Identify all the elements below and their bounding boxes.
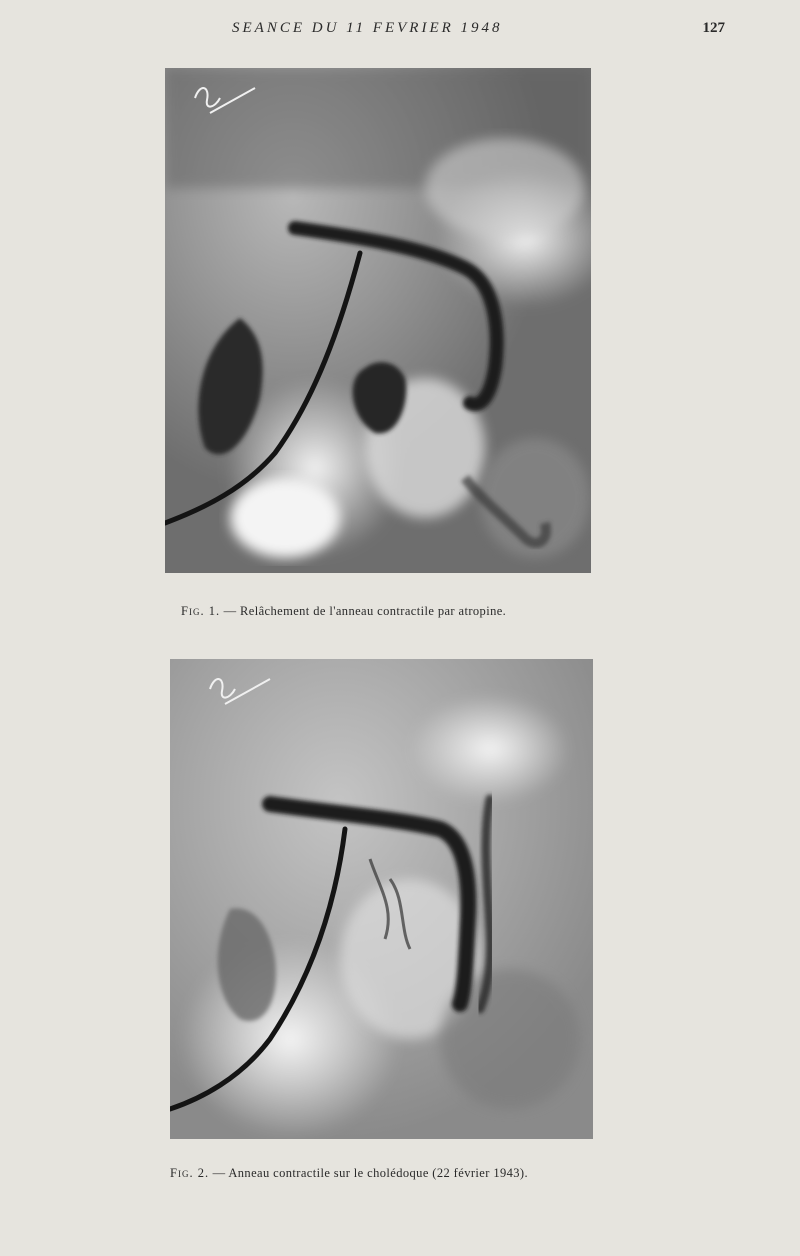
figure-1-xray-image [165,68,591,573]
figure-1-caption [181,604,506,619]
figure-2-xray-drawing [170,659,593,1139]
running-title: SEANCE DU 11 FEVRIER 1948 [232,20,503,36]
page-number: 127 [702,20,725,36]
page-header [0,20,800,42]
figure-1-xray-drawing [165,68,591,573]
figure-2-caption-text: — Anneau contractile sur le cholédoque (22 février 1943). [209,1166,529,1180]
figure-1-label: Fig. 1. [181,604,221,618]
figure-2-caption [170,1166,528,1181]
figure-1-caption-text: — Relâchement de l'anneau contractile par atropine. [220,604,507,618]
figure-2-xray-image [170,659,593,1139]
figure-2-label: Fig. 2. [170,1166,210,1180]
